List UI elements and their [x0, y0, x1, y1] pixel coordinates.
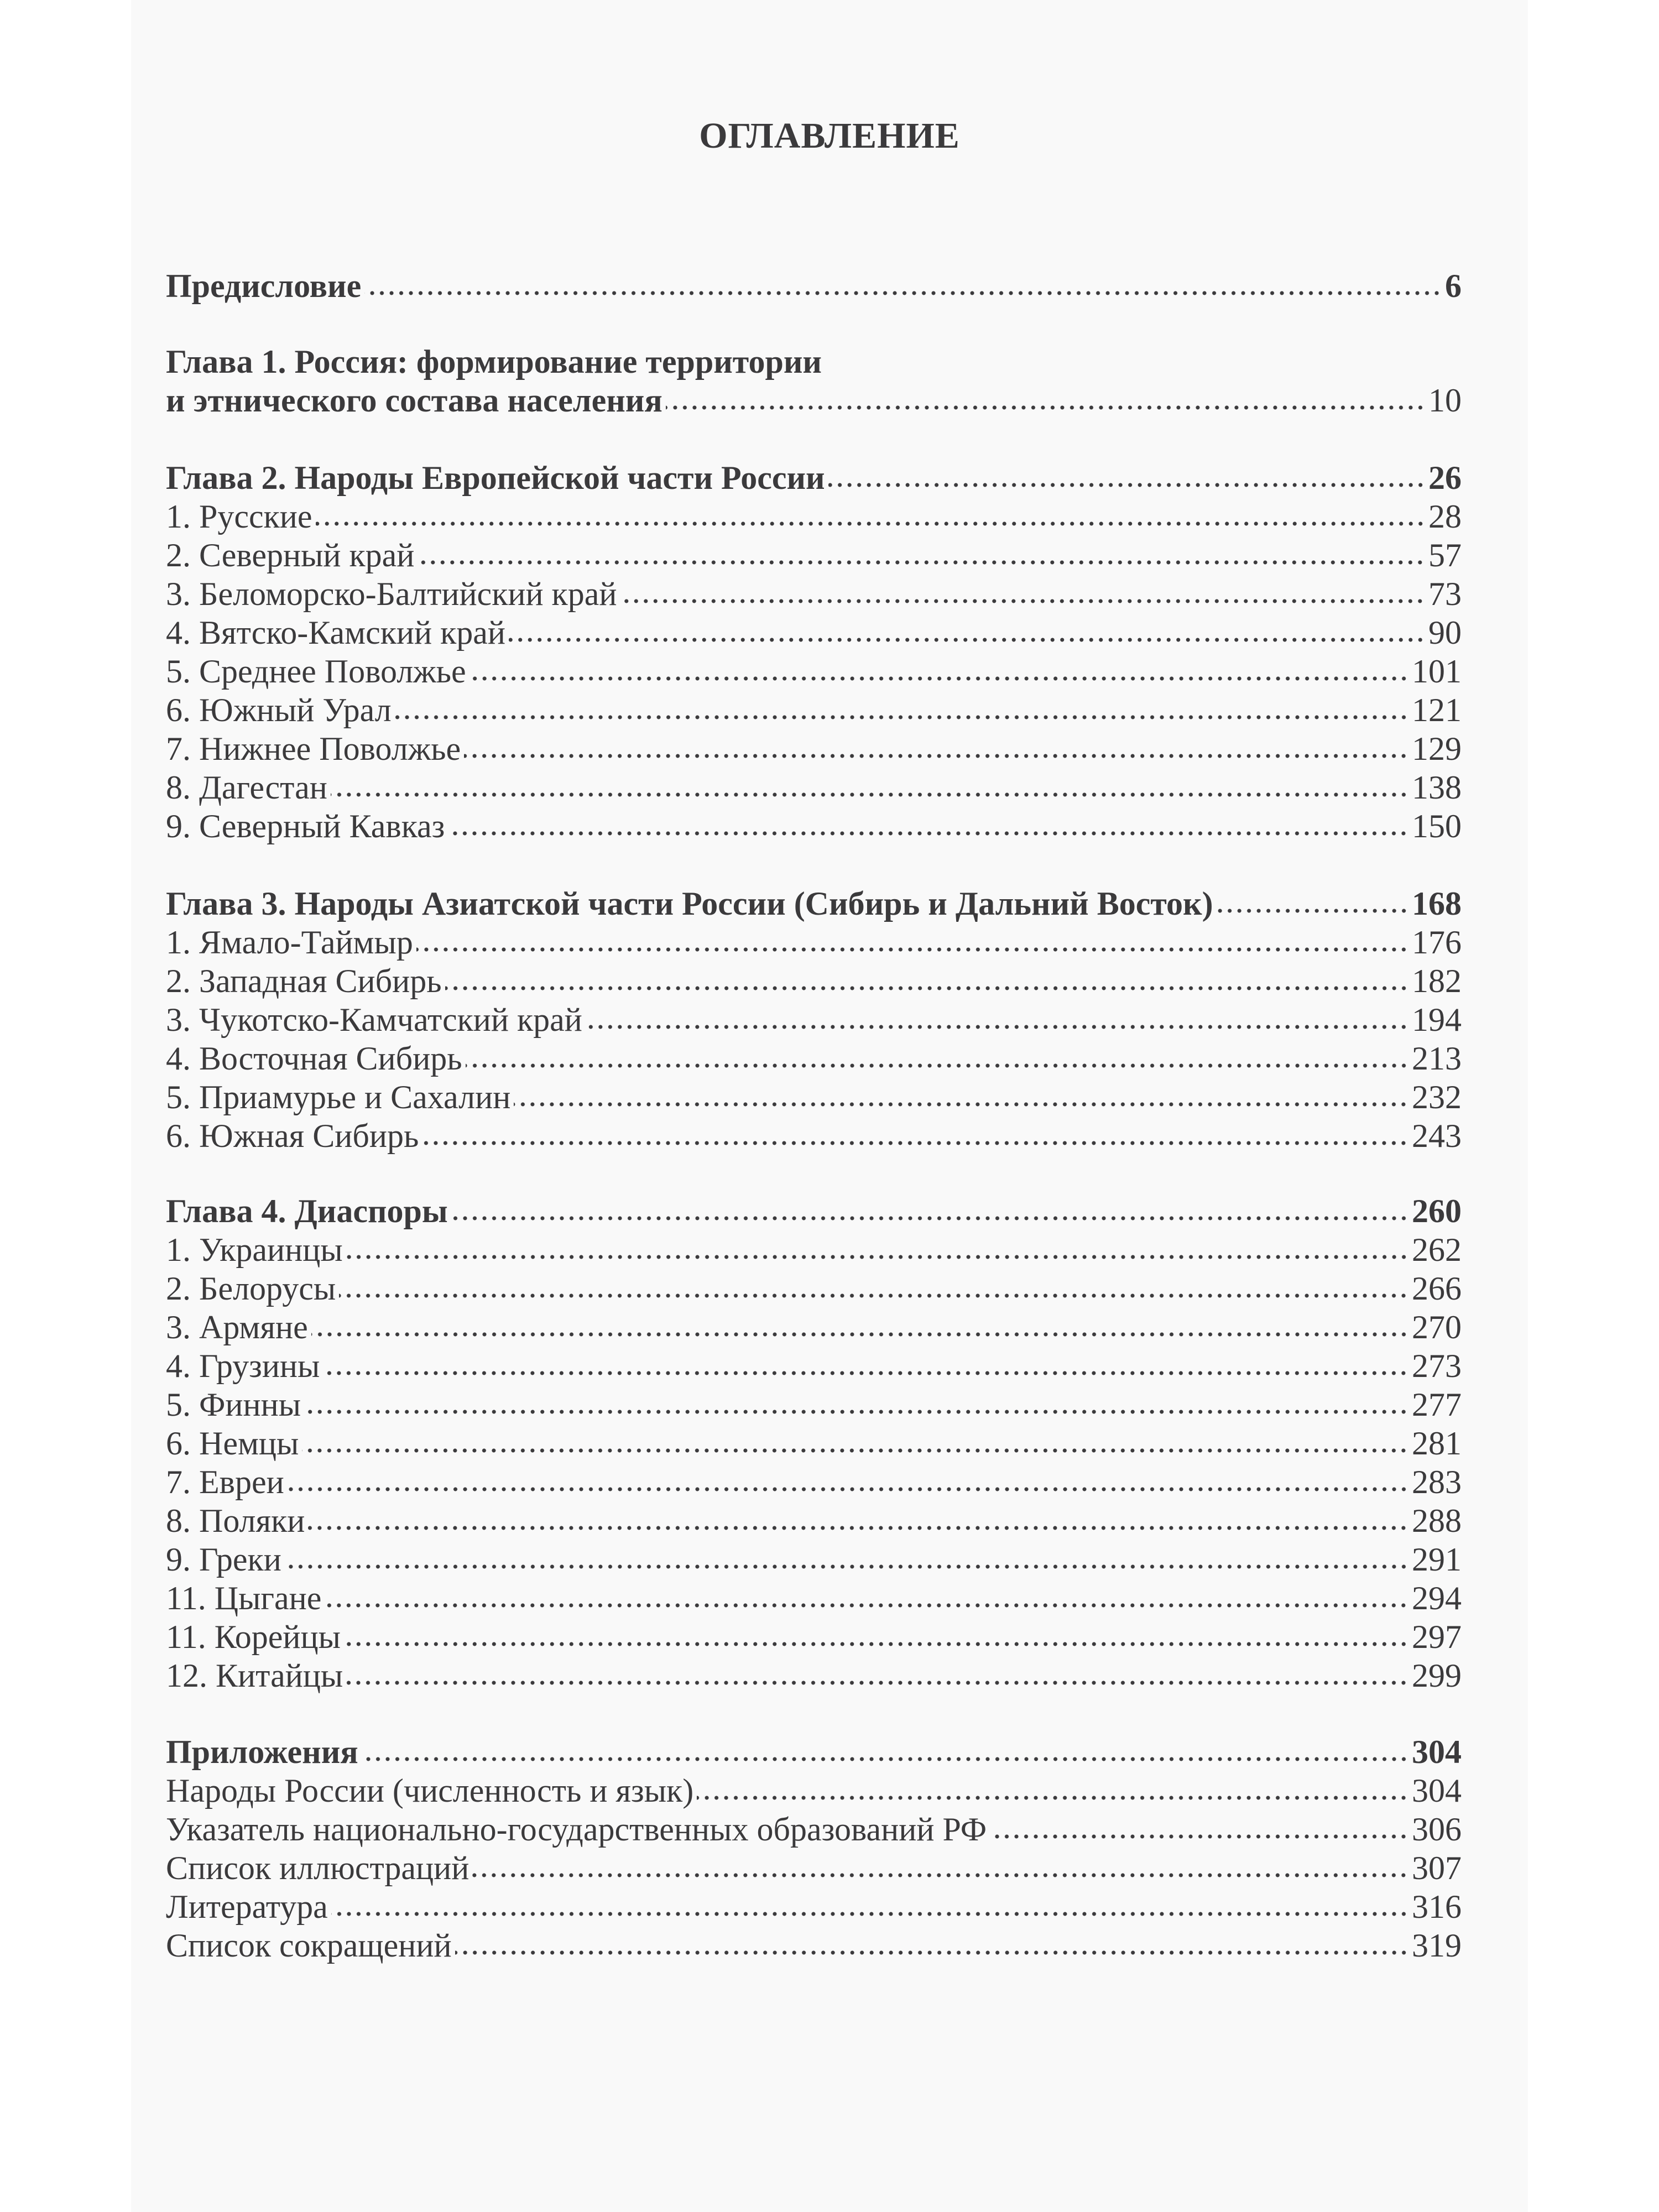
toc-page-number: 138	[1412, 769, 1462, 806]
dot-leader	[302, 1448, 1408, 1453]
toc-page-number: 288	[1412, 1503, 1462, 1539]
toc-page-number: 299	[1412, 1657, 1462, 1694]
toc-item[interactable]	[166, 1000, 1462, 1039]
toc-page-number: 283	[1412, 1464, 1462, 1500]
toc-item[interactable]	[166, 1424, 1462, 1463]
toc-item-label: 3. Армяне	[166, 1309, 308, 1345]
toc-appendices[interactable]	[166, 1733, 1462, 1771]
toc-item-label: 8. Дагестан	[166, 769, 327, 806]
toc-page-number: 319	[1412, 1927, 1462, 1964]
toc-page-number: 304	[1412, 1734, 1462, 1770]
dot-leader	[422, 1141, 1408, 1145]
page-title: ОГЛАВЛЕНИЕ	[699, 116, 960, 156]
toc-item-label: 6. Немцы	[166, 1425, 299, 1462]
toc-item[interactable]	[166, 1887, 1462, 1926]
toc-page-number: 243	[1412, 1118, 1462, 1154]
toc-page-number: 90	[1428, 614, 1462, 651]
toc-item-label: Указатель национально-государственных образований РФ	[166, 1811, 987, 1848]
toc-item-label: 7. Евреи	[166, 1464, 284, 1500]
toc-page-number: 168	[1412, 885, 1462, 922]
toc-page-number: 304	[1412, 1772, 1462, 1809]
toc-item-label: 3. Беломорско-Балтийский край	[166, 576, 617, 612]
toc-page-number: 294	[1412, 1580, 1462, 1616]
toc-chapter-label: Глава 4. Диаспоры	[166, 1193, 448, 1229]
toc-page-number: 273	[1412, 1348, 1462, 1384]
toc-item[interactable]	[166, 1579, 1462, 1618]
toc-item-label: Список сокращений	[166, 1927, 452, 1964]
toc-page-number: 316	[1412, 1888, 1462, 1925]
toc-item[interactable]	[166, 1347, 1462, 1385]
toc-page-number: 176	[1412, 924, 1462, 961]
dot-leader	[451, 1216, 1408, 1220]
toc-item-label: 4. Вятско-Камский край	[166, 614, 506, 651]
toc-item-label: 3. Чукотско-Камчатский край	[166, 1001, 582, 1038]
toc-page-number: 306	[1412, 1811, 1462, 1848]
toc-chapter-1-line1[interactable]	[166, 342, 822, 381]
dot-leader	[469, 676, 1408, 681]
toc-page-number: 26	[1428, 460, 1462, 496]
toc-item[interactable]	[166, 1810, 1462, 1849]
toc-item[interactable]	[166, 1269, 1462, 1308]
toc-chapter-label: и этнического состава населения	[166, 382, 662, 419]
toc-item-label: 2. Западная Сибирь	[166, 963, 442, 999]
toc-item-label: Народы России (численность и язык)	[166, 1772, 694, 1809]
toc-page-number: 150	[1412, 808, 1462, 844]
toc-item[interactable]	[166, 1308, 1462, 1347]
toc-item-label: 1. Русские	[166, 498, 312, 535]
toc-item-label: 12. Китайцы	[166, 1657, 343, 1694]
toc-item[interactable]	[166, 729, 1462, 768]
toc-item[interactable]	[166, 575, 1462, 613]
toc-page-number: 266	[1412, 1270, 1462, 1307]
toc-page-number: 281	[1412, 1425, 1462, 1462]
toc-item-label: 2. Северный край	[166, 537, 415, 573]
dot-leader	[323, 1371, 1408, 1375]
toc-item[interactable]	[166, 1849, 1462, 1887]
dot-leader	[509, 638, 1425, 642]
dot-leader	[990, 1834, 1408, 1839]
dot-leader	[331, 792, 1408, 797]
toc-chapter-label: Глава 3. Народы Азиатской части России (Сибирь и Дальний Восток)	[166, 885, 1213, 922]
toc-item[interactable]	[166, 807, 1462, 846]
toc-item-label: 1. Ямало-Таймыр	[166, 924, 413, 961]
toc-page-number: 277	[1412, 1386, 1462, 1423]
toc-page-number: 28	[1428, 498, 1462, 535]
toc-item[interactable]	[166, 1656, 1462, 1695]
toc-item[interactable]	[166, 1771, 1462, 1810]
dot-leader	[346, 1681, 1408, 1685]
toc-item-label: 5. Приамурье и Сахалин	[166, 1079, 511, 1115]
toc-item-label: 5. Финны	[166, 1386, 301, 1423]
toc-page-number: 291	[1412, 1541, 1462, 1578]
toc-page-number: 57	[1428, 537, 1462, 573]
dot-leader	[445, 986, 1408, 990]
toc-chapter-label: Глава 2. Народы Европейской части России	[166, 460, 825, 496]
toc-item[interactable]	[166, 768, 1462, 807]
toc-item[interactable]	[166, 962, 1462, 1000]
dot-leader	[325, 1603, 1408, 1608]
dot-leader	[666, 405, 1425, 410]
toc-item[interactable]	[166, 1618, 1462, 1656]
dot-leader	[620, 599, 1425, 603]
dot-leader	[364, 291, 1442, 295]
dot-leader	[311, 1332, 1408, 1337]
toc-entry-label: Предисловие	[166, 268, 362, 304]
toc-item-label: 4. Грузины	[166, 1348, 320, 1384]
dot-leader	[455, 1950, 1408, 1955]
dot-leader	[395, 715, 1408, 719]
toc-entry-preface[interactable]	[166, 267, 1462, 305]
dot-leader	[416, 947, 1408, 952]
dot-leader	[344, 1642, 1408, 1646]
toc-page-number: 121	[1412, 692, 1462, 728]
toc-item[interactable]	[166, 1230, 1462, 1269]
toc-item[interactable]	[166, 613, 1462, 652]
toc-page-number: 232	[1412, 1079, 1462, 1115]
toc-item-label: 7. Нижнее Поволжье	[166, 731, 461, 767]
dot-leader	[304, 1410, 1408, 1414]
toc-item[interactable]	[166, 1117, 1462, 1155]
toc-item-label: 2. Белорусы	[166, 1270, 336, 1307]
toc-item[interactable]	[166, 1926, 1462, 1965]
dot-leader	[514, 1102, 1408, 1107]
dot-leader	[697, 1796, 1408, 1800]
toc-page-number: 297	[1412, 1619, 1462, 1655]
dot-leader	[308, 1526, 1408, 1530]
toc-page-number: 182	[1412, 963, 1462, 999]
toc-item[interactable]	[166, 1078, 1462, 1117]
toc-page-number: 213	[1412, 1040, 1462, 1077]
dot-leader	[339, 1293, 1408, 1298]
toc-item[interactable]	[166, 536, 1462, 575]
toc-page-number: 307	[1412, 1850, 1462, 1886]
toc-item[interactable]	[166, 1501, 1462, 1540]
toc-item-label: 11. Корейцы	[166, 1619, 341, 1655]
toc-item[interactable]	[166, 497, 1462, 536]
toc-item[interactable]	[166, 691, 1462, 729]
toc-page-number: 270	[1412, 1309, 1462, 1345]
toc-chapter-3[interactable]	[166, 884, 1462, 923]
toc-page-number: 129	[1412, 731, 1462, 767]
toc-item[interactable]	[166, 923, 1462, 962]
dot-leader	[466, 1063, 1408, 1068]
toc-item-label: Список иллюстраций	[166, 1850, 469, 1886]
toc-item-label: Литература	[166, 1888, 328, 1925]
toc-item-label: 11. Цыгане	[166, 1580, 322, 1616]
toc-page-number: 194	[1412, 1001, 1462, 1038]
dot-leader	[285, 1564, 1408, 1569]
dot-leader	[331, 1912, 1408, 1916]
dot-leader	[316, 521, 1425, 526]
toc-item-label: 9. Северный Кавказ	[166, 808, 445, 844]
toc-item[interactable]	[166, 652, 1462, 691]
toc-item[interactable]	[166, 1385, 1462, 1424]
dot-leader	[472, 1873, 1408, 1877]
toc-item-label: 5. Среднее Поволжье	[166, 653, 466, 690]
toc-item-label: 6. Южная Сибирь	[166, 1118, 419, 1154]
toc-item-label: 6. Южный Урал	[166, 692, 392, 728]
toc-item-label: 9. Греки	[166, 1541, 281, 1578]
toc-item[interactable]	[166, 1540, 1462, 1579]
dot-leader	[362, 1757, 1408, 1761]
toc-page-number: 6	[1445, 268, 1462, 304]
toc-chapter-label: Глава 1. Россия: формирование территории	[166, 343, 822, 380]
toc-item-label: 8. Поляки	[166, 1503, 305, 1539]
toc-chapter-4[interactable]	[166, 1192, 1462, 1230]
toc-item-label: 4. Восточная Сибирь	[166, 1040, 462, 1077]
toc-page-number: 73	[1428, 576, 1462, 612]
dot-leader	[586, 1025, 1408, 1029]
dot-leader	[828, 483, 1425, 487]
dot-leader	[288, 1487, 1408, 1491]
dot-leader	[464, 754, 1408, 758]
toc-page-number: 260	[1412, 1193, 1462, 1229]
dot-leader	[418, 560, 1425, 565]
toc-page-number: 10	[1428, 382, 1462, 419]
toc-page-number: 262	[1412, 1232, 1462, 1268]
dot-leader	[346, 1255, 1408, 1259]
toc-chapter-2[interactable]	[166, 458, 1462, 497]
toc-chapter-1[interactable]	[166, 381, 1462, 420]
dot-leader	[1217, 909, 1408, 913]
toc-item[interactable]	[166, 1039, 1462, 1078]
toc-item[interactable]	[166, 1463, 1462, 1501]
toc-chapter-label: Приложения	[166, 1734, 358, 1770]
dot-leader	[448, 831, 1408, 836]
toc-page-number: 101	[1412, 653, 1462, 690]
toc-item-label: 1. Украинцы	[166, 1232, 343, 1268]
